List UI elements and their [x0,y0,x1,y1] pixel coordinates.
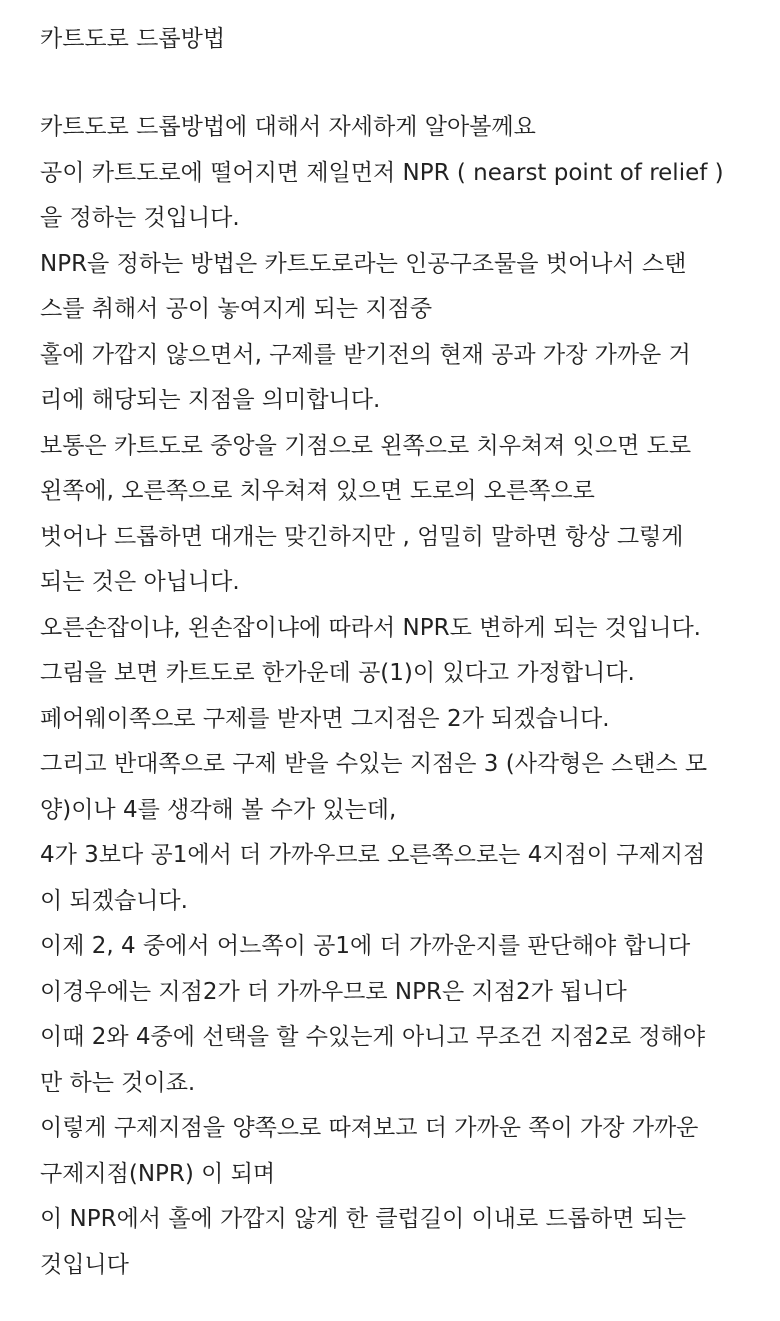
body-line: 리에 해당되는 지점을 의미합니다. [40,387,381,413]
body-line: 이제 2, 4 중에서 어느쪽이 공1에 더 가까운지를 판단해야 합니다 [40,933,691,959]
body-line: 그리고 반대쪽으로 구제 받을 수있는 지점은 3 (사각형은 스탠스 모 [40,751,708,777]
body-line: 보통은 카트도로 중앙을 기점으로 왼쪽으로 치우쳐져 잇으면 도로 [40,432,692,459]
body-line: 이때 2와 4중에 선택을 할 수있는게 아니고 무조건 지점2로 정해야 [40,1024,706,1050]
body-line: NPR을 정하는 방법은 카트도로라는 인공구조물을 벗어나서 스탠 [40,250,687,277]
article-title: 카트도로 드롭방법 [40,26,226,52]
body-line: 이 되겠습니다. [40,887,188,914]
body-line: 스를 취해서 공이 놓여지게 되는 지점중 [40,296,433,322]
body-line: 양)이나 4를 생각해 볼 수가 있는데, [40,796,397,823]
body-line: 것입니다 [40,1251,129,1278]
body-line: 왼쪽에, 오른쪽으로 치우쳐져 있으면 도로의 오른쪽으로 [40,478,595,504]
body-line: 이렇게 구제지점을 양쪽으로 따져보고 더 가까운 쪽이 가장 가까운 [40,1115,699,1141]
body-line: 카트도로 드롭방법에 대해서 자세하게 알아볼께요 [40,114,536,140]
body-line: 이 NPR에서 홀에 가깝지 않게 한 클럽길이 이내로 드롭하면 되는 [40,1206,687,1232]
body-line: 만 하는 것이죠. [40,1069,196,1096]
body-line: 이경우에는 지점2가 더 가까우므로 NPR은 지점2가 됩니다 [40,978,627,1005]
body-line: 되는 것은 아닙니다. [40,569,240,595]
body-line: 그림을 보면 카트도로 한가운데 공(1)이 있다고 가정합니다. [40,660,635,686]
article-body [40,110,760,1293]
body-line: 페어웨이쪽으로 구제를 받자면 그지점은 2가 되겠습니다. [40,705,610,732]
body-line: 구제지점(NPR) 이 되며 [40,1160,276,1187]
body-line: 4가 3보다 공1에서 더 가까우므로 오른쪽으로는 4지점이 구제지점 [40,842,706,868]
body-line: 홀에 가깝지 않으면서, 구제를 받기전의 현재 공과 가장 가까운 거 [40,341,691,368]
body-line: 벗어나 드롭하면 대개는 맞긴하지만 , 엄밀히 말하면 항상 그렇게 [40,523,684,550]
body-line: 공이 카트도로에 떨어지면 제일먼저 NPR ( nearst point of relief ) [40,159,724,186]
body-line: 을 정하는 것입니다. [40,205,240,231]
body-line: 오른손잡이냐, 왼손잡이냐에 따라서 NPR도 변하게 되는 것입니다. [40,614,701,641]
